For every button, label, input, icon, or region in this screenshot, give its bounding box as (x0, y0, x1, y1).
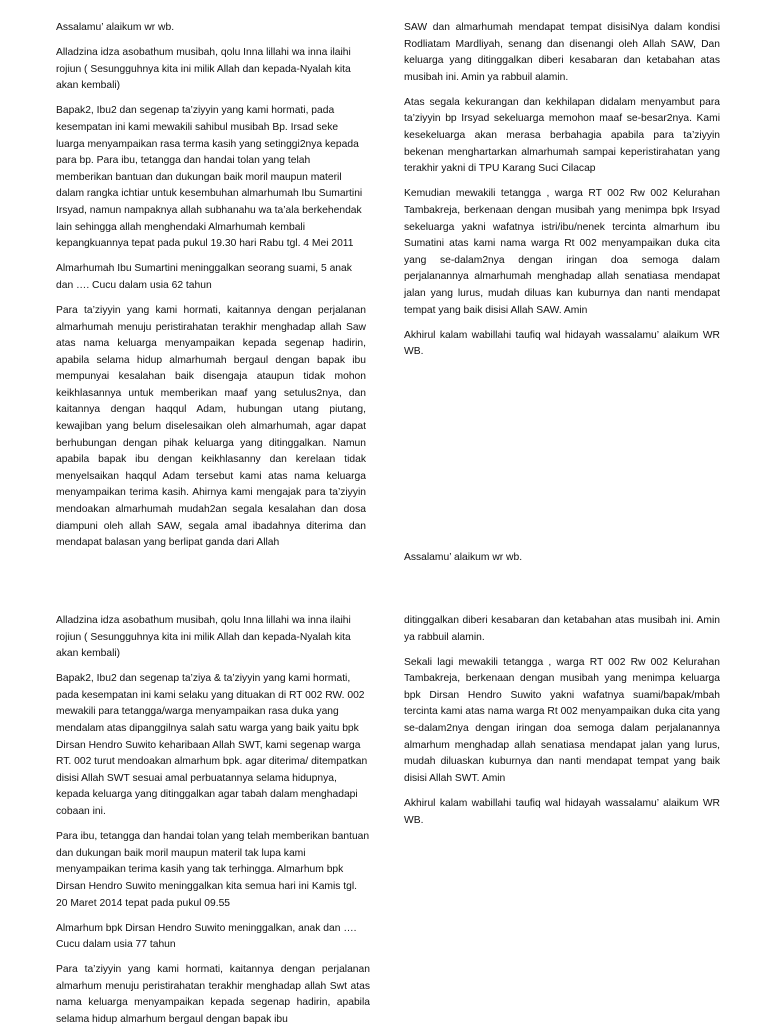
neighbors-condolence-paragraph: Kemudian mewakili tetangga , warga RT 002 Rw 002 Kelurahan Tambakreja, berkenaan dengan musibah yang menimpa bpk Irsyad sekeluarga yakni wafatnya istri/ibu/nenek tercinta almarhum ibu Sumatini atas kami nama warga Rt 002 menyampaikan duka cita yang se-dalam2nya dengan iringan doa semoga dalam perjalanannya almarhumah menghadap allah senatiasa mendapat jalan yang lurus, mudah diluas kan kuburnya dan nanti mendapat tempat yang baik disisi Allah SAW. Amin (404, 188, 720, 316)
closing-paragraph: Akhirul kalam wabillahi taufiq wal hidayah wassalamu’ alaikum WR WB. (404, 329, 720, 358)
family-left-behind-paragraph: Almarhum bpk Dirsan Hendro Suwito meninggalkan, anak dan …. Cucu dalam usia 77 tahun (56, 922, 357, 951)
greeting-paragraph: Assalamu’ alaikum wr wb. (56, 22, 175, 33)
gratitude-paragraph: Bapak2, Ibu2 dan segenap ta’ziyyin yang kami hormati, pada kesempatan ini kami mewakili sahibul musibah Bp. Irsad seke luarga menyampaikan rasa terma kasih yang setinggi2nya kepada para bp. Para ibu, tetangga dan handai tolan yang telah memberikan bantuan dan dukungan baik moril maupun materil dalam rangka ichtiar untuk kesembuhan almarhumah Ibu Sumartini Irsyad, namun nampaknya allah subhanahu wa ta’ala berkehendak lain sehingga allah menghendaki Almarhumah kembali kepangkuannya tepat pada pukul 19.30 hari Rabu tgl. 4 Mei 2011 (56, 105, 363, 250)
prayer-continuation-paragraph: ditinggalkan diberi kesabaran dan ketabahan atas musibah ini. Amin ya rabbuil alamin. (404, 615, 720, 643)
forgiveness-request-paragraph: Para ta’ziyyin yang kami hormati, kaitannya dengan perjalanan almarhum menuju peristirahatan terakhir menghadap allah Swt atas nama keluarga menyampaikan kepada segenap hadirin, apabila selama hidup almarhum bergaul dengan bapak ibu (56, 964, 370, 1026)
neighbors-condolence-paragraph: Bapak2, Ibu2 dan segenap ta’ziya & ta’ziyyin yang kami hormati, pada kesempatan ini kami selaku yang dituakan di RT 002 RW. 002 mewakili para tetangga/warga menyampaikan rasa duka yang mendalam atas dipanggilnya salah satu warga yang baik yaitu bpk Dirsan Hendro Suwito keharibaan Allah SWT, kami segenap warga RT. 002 turut mendoakan almarhum bpk. agar diterima/ ditempatkan disisi Allah SWT sesuai amal perbuatannya selama hidupnya, kepada keluarga yang ditinggalkan agar tabah dalam menghadapi cobaan ini. (56, 673, 368, 818)
top-right-column (404, 20, 720, 358)
bottom-right-column (404, 613, 720, 838)
neighbors-condolence-paragraph: Sekali lagi mewakili tetangga , warga RT 002 Rw 002 Kelurahan Tambakreja, berkenaan dengan musibah yang menimpa keluarga bpk Dirsan Hendro Suwito yakni wafatnya suami/bapak/mbah tercinta kami atas nama warga Rt 002 menyampaikan duka cita yang se-dalam2nya dengan iringan doa semoga dalam perjalanannya almarhum menghadap allah senatiasa mendapat jalan yang lurus, mudah diluaskan kuburnya dan nanti mendapat tempat yang baik disisi Allah SWT. Amin (404, 656, 720, 784)
family-left-behind-paragraph: Almarhumah Ibu Sumartini meninggalkan seorang suami, 5 anak dan …. Cucu dalam usia 62 tahun (56, 263, 352, 291)
prayer-continuation-paragraph: SAW dan almarhumah mendapat tempat disisiNya dalam kondisi Rodliatam Mardliyah, senang dan disenangi oleh Allah SAW, Dan keluarga yang ditinggalkan diberi kesabaran dan ketabahan atas musibah ini. Amin ya rabbuil alamin. (404, 22, 720, 83)
greeting-paragraph: Assalamu’ alaikum wr wb. (404, 552, 523, 563)
forgiveness-request-paragraph: Para ta’ziyyin yang kami hormati, kaitannya dengan perjalanan almarhumah menuju peristirahatan terakhir menghadap allah Saw atas nama keluarga menyampaikan kepada segenap hadirin, apabila selama hidup almarhumah bergaul dengan bapak ibu mempunyai kesalahan baik disengaja ataupun tidak mohon keikhlasannya untuk memberikan maaf yang setulus2nya, dan kaitannya dengan haqqul Adam, hubungan utang piutang, kewajiban yang belum diselesaikan oleh almarhumah, agar dapat berhubungan dengan pihak keluarga yang ditinggalkan. Namun apabila bapak ibu dengan keikhlasanny dan kerelaan tidak menyelsaikan haqqul Adam tersebut kami atas nama keluarga menyampaikan terima kasih. Ahirnya kami mengajak para ta’ziyyin mendoakan almarhumah mudah2an segala kesalahan dan dosa diampuni oleh allah SAW, segala amal ibadahnya diterima dan mendapat balasan yang berlipat ganda dari Allah (56, 304, 366, 549)
bottom-left-column (56, 613, 370, 1024)
top-right-footer (404, 550, 720, 575)
condolence-verse-paragraph: Alladzina idza asobathum musibah, qolu Inna lillahi wa inna ilaihi rojiun ( Sesungguhnya kita ini milik Allah dan kepada-Nyalah kita akan kembali) (56, 615, 351, 660)
condolence-verse-paragraph: Alladzina idza asobathum musibah, qolu Inna lillahi wa inna ilaihi rojiun ( Sesungguhnya kita ini milik Allah dan kepada-Nyalah kita akan kembali) (56, 47, 351, 92)
apology-paragraph: Atas segala kekurangan dan kekhilapan didalam menyambut para ta’ziyyin bp Irsyad sekeluarga memohon maaf se-besar2nya. Kami kesekeluarga akan merasa berbahagia apabila para ta’ziyyin bekenan menghartarkan almarhumah sampai keperistirahatan yang terakhir yakni di TPU Karang Suci Cilacap (404, 96, 720, 175)
gratitude-paragraph: Para ibu, tetangga dan handai tolan yang telah memberikan bantuan dan dukungan baik moril maupun materil tak lupa kami menyampaikan terima kasih yang tak terhingga. Almarhum bpk Dirsan Hendro Suwito meninggalkan kita semua hari ini Kamis tgl. 20 Maret 2014 tepat pada pukul 09.55 (56, 831, 370, 909)
top-left-column (56, 20, 366, 568)
closing-paragraph: Akhirul kalam wabillahi taufiq wal hidayah wassalamu’ alaikum WR WB. (404, 797, 720, 826)
